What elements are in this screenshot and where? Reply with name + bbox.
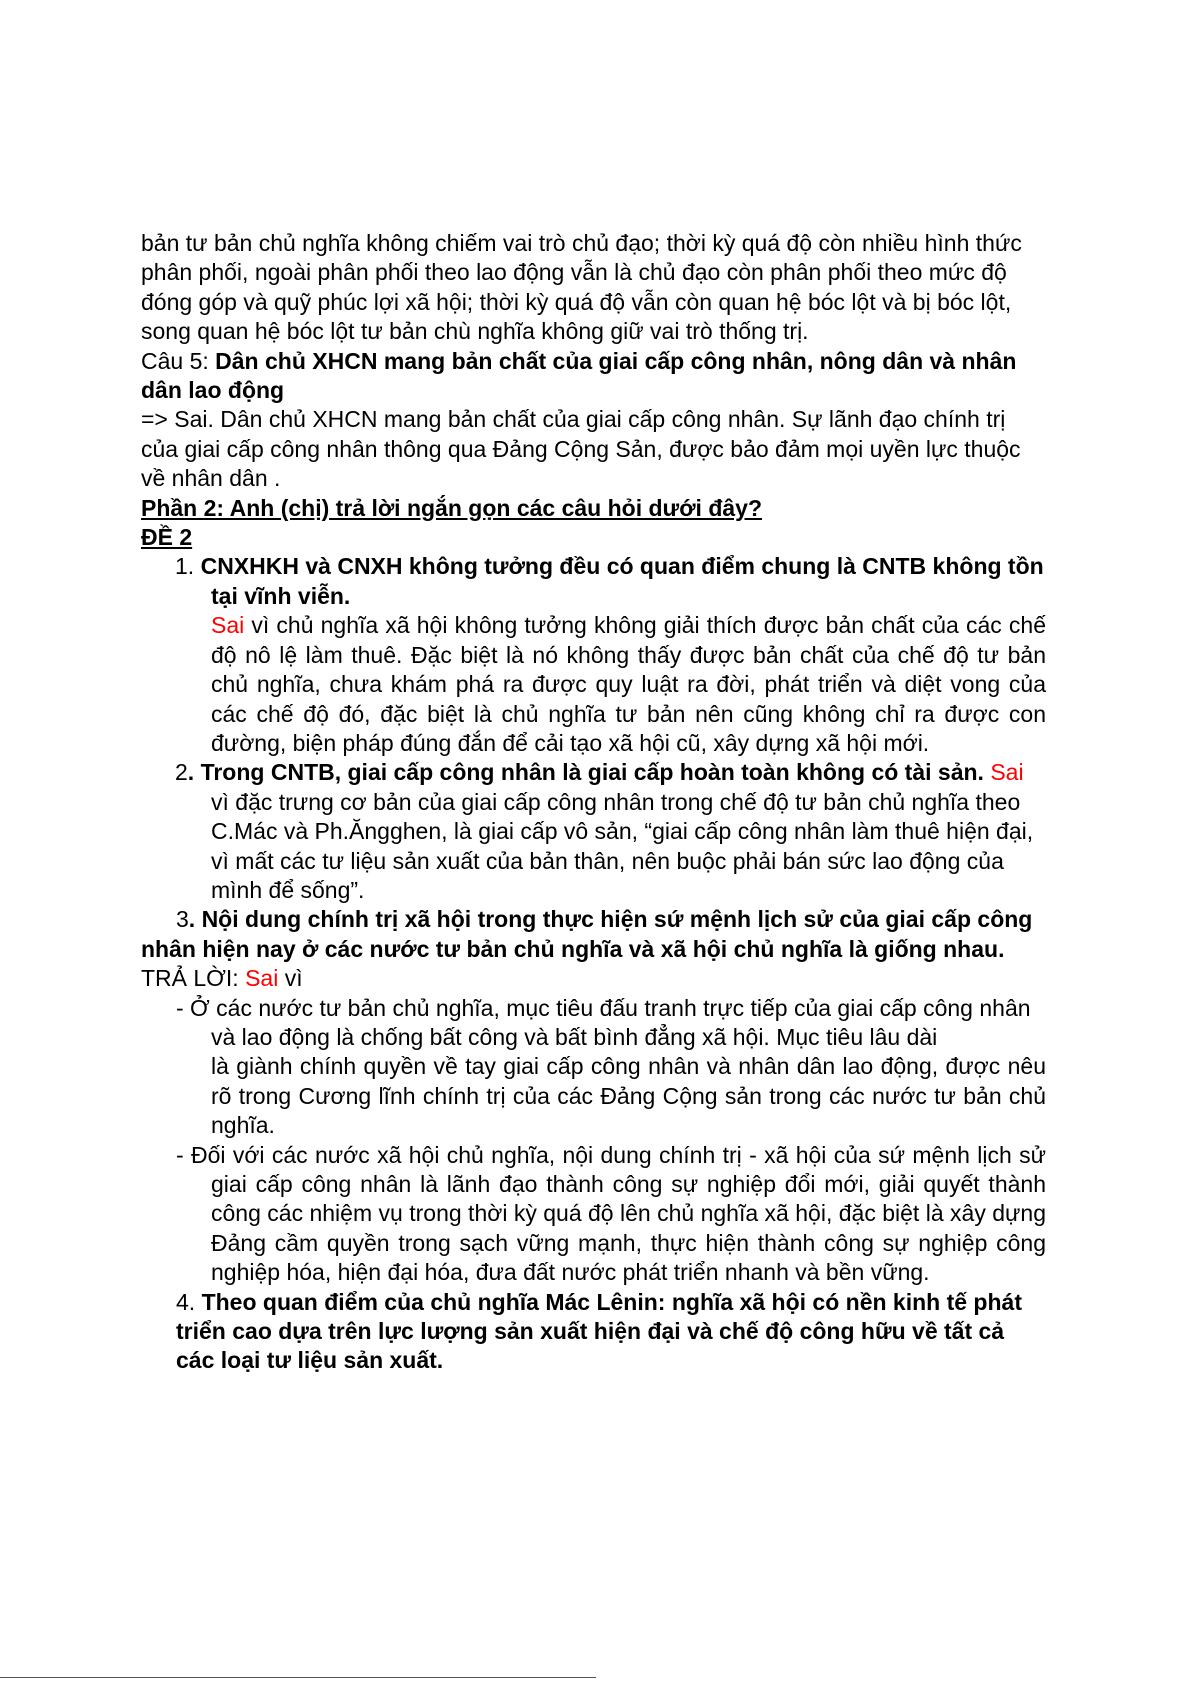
q1-number: 1. [175, 553, 201, 580]
q2-item [141, 758, 1046, 905]
intro-paragraph: bản tư bản chủ nghĩa không chiếm vai trò chủ đạo; thời kỳ quá độ còn nhiều hình thức phân phối, ngoài phân phối theo lao động vẫn là chủ đạo còn phân phối theo mức độ đóng góp và quỹ phúc lợi xã hội; thời kỳ quá độ vẫn còn quan hệ bóc lột và bị bóc lột, song quan hệ bóc lột tư bản chù nghĩa không giữ vai trò thống trị. [141, 230, 1022, 345]
q3-bullet-1: - Ở các nước tư bản chủ nghĩa, mục tiêu đấu tranh trực tiếp của giai cấp công nhân và lao động là chống bất công và bất bình đẳng xã hội. Mục tiêu lâu dài [176, 994, 1031, 1050]
q1-answer [141, 611, 1046, 758]
part2-heading: Phần 2: Anh (chị) trả lời ngắn gọn các câu hỏi dưới đây? [141, 494, 763, 521]
q3-bullet-1-continued: là giành chính quyền về tay giai cấp công nhân và nhân dân lao động, được nêu rõ trong Cương lĩnh chính trị của các Đảng Cộng sản trong các nước tư bản chủ nghĩa. [211, 1053, 1046, 1139]
footer-divider [0, 1677, 596, 1678]
cau5-label: Câu 5: [141, 347, 216, 374]
q2-question-text: . Trong CNTB, giai cấp công nhân là giai cấp hoàn toàn không có tài sản. [187, 759, 984, 786]
q3-question-text: . Nội dung chính trị xã hội trong thực hiện sứ mệnh lịch sử của giai cấp công nhân hiện nay ở các nước tư bản chủ nghĩa và xã hội chủ nghĩa là giống nhau. [141, 906, 1033, 962]
q3-tail: vì [278, 965, 303, 992]
q4-question [141, 1288, 1046, 1376]
q4-question-text: Theo quan điểm của chủ nghĩa Mác Lênin: nghĩa xã hội có nền kinh tế phát triển cao dựa trên lực lượng sản xuất hiện đại và chế độ công hữu về tất cả các loại tư liệu sản xuất. [176, 1288, 1022, 1374]
cau5-question-text: Dân chủ XHCN mang bản chất của giai cấp công nhân, nông dân và nhân dân lao động [141, 347, 1017, 404]
q4-number: 4. [176, 1288, 202, 1315]
de-heading: ĐỀ 2 [141, 524, 193, 551]
q2-number: 2 [175, 759, 188, 786]
q3-number: 3 [176, 906, 189, 933]
text-column [141, 229, 1046, 1376]
q3-verdict: Sai [245, 965, 279, 992]
q2-verdict: Sai [983, 759, 1024, 786]
q1-question [141, 552, 1046, 611]
q1-answer-text: vì chủ nghĩa xã hội không tưởng không giải thích được bản chất của các chế độ nô lệ làm thuê. Đặc biệt là nó không thấy được bản chất của chế độ tư bản chủ nghĩa, chưa khám phá ra được quy luật ra đời, phát triển và diệt vong của các chế độ đó, đặc biệt là chủ nghĩa tư bản nên cũng không chỉ ra được con đường, biện pháp đúng đắn để cải tạo xã hội cũ, xây dựng xã hội mới. [211, 612, 1046, 756]
q3-answer-label: TRẢ LỜI: [141, 965, 246, 992]
q1-verdict: Sai [211, 612, 245, 639]
q3-bullet-2: - Đối với các nước xã hội chủ nghĩa, nội dung chính trị - xã hội của sứ mệnh lịch sử giai cấp công nhân là lãnh đạo thành công sự nghiệp đổi mới, giải quyết thành công các nhiệm vụ trong thời kỳ quá độ lên chủ nghĩa xã hội, đặc biệt là xây dựng Đảng cầm quyền trong sạch vững mạnh, thực hiện thành công sự nghiệp công nghiệp hóa, hiện đại hóa, đưa đất nước phát triển nhanh và bền vững. [176, 1141, 1046, 1286]
q3-question [141, 905, 1046, 993]
cau5-answer: => Sai. Dân chủ XHCN mang bản chất của giai cấp công nhân. Sự lãnh đạo chính trị của giai cấp công nhân thông qua Đảng Cộng Sản, được bảo đảm mọi uyền lực thuộc về nhân dân . [141, 406, 1021, 492]
q1-question-text: CNXHKH và CNXH không tưởng đều có quan điểm chung là CNTB không tồn tại vĩnh viễn. [200, 553, 1044, 609]
q2-answer-text: vì đặc trưng cơ bản của giai cấp công nhân trong chế độ tư bản chủ nghĩa theo C.Mác và Ph.Ăngghen, là giai cấp vô sản, “giai cấp công nhân làm thuê hiện đại, vì mất các tư liệu sản xuất của bản thân, nên buộc phải bán sức lao động của mình để sống”. [211, 788, 1034, 903]
cau5-question [141, 347, 1046, 406]
